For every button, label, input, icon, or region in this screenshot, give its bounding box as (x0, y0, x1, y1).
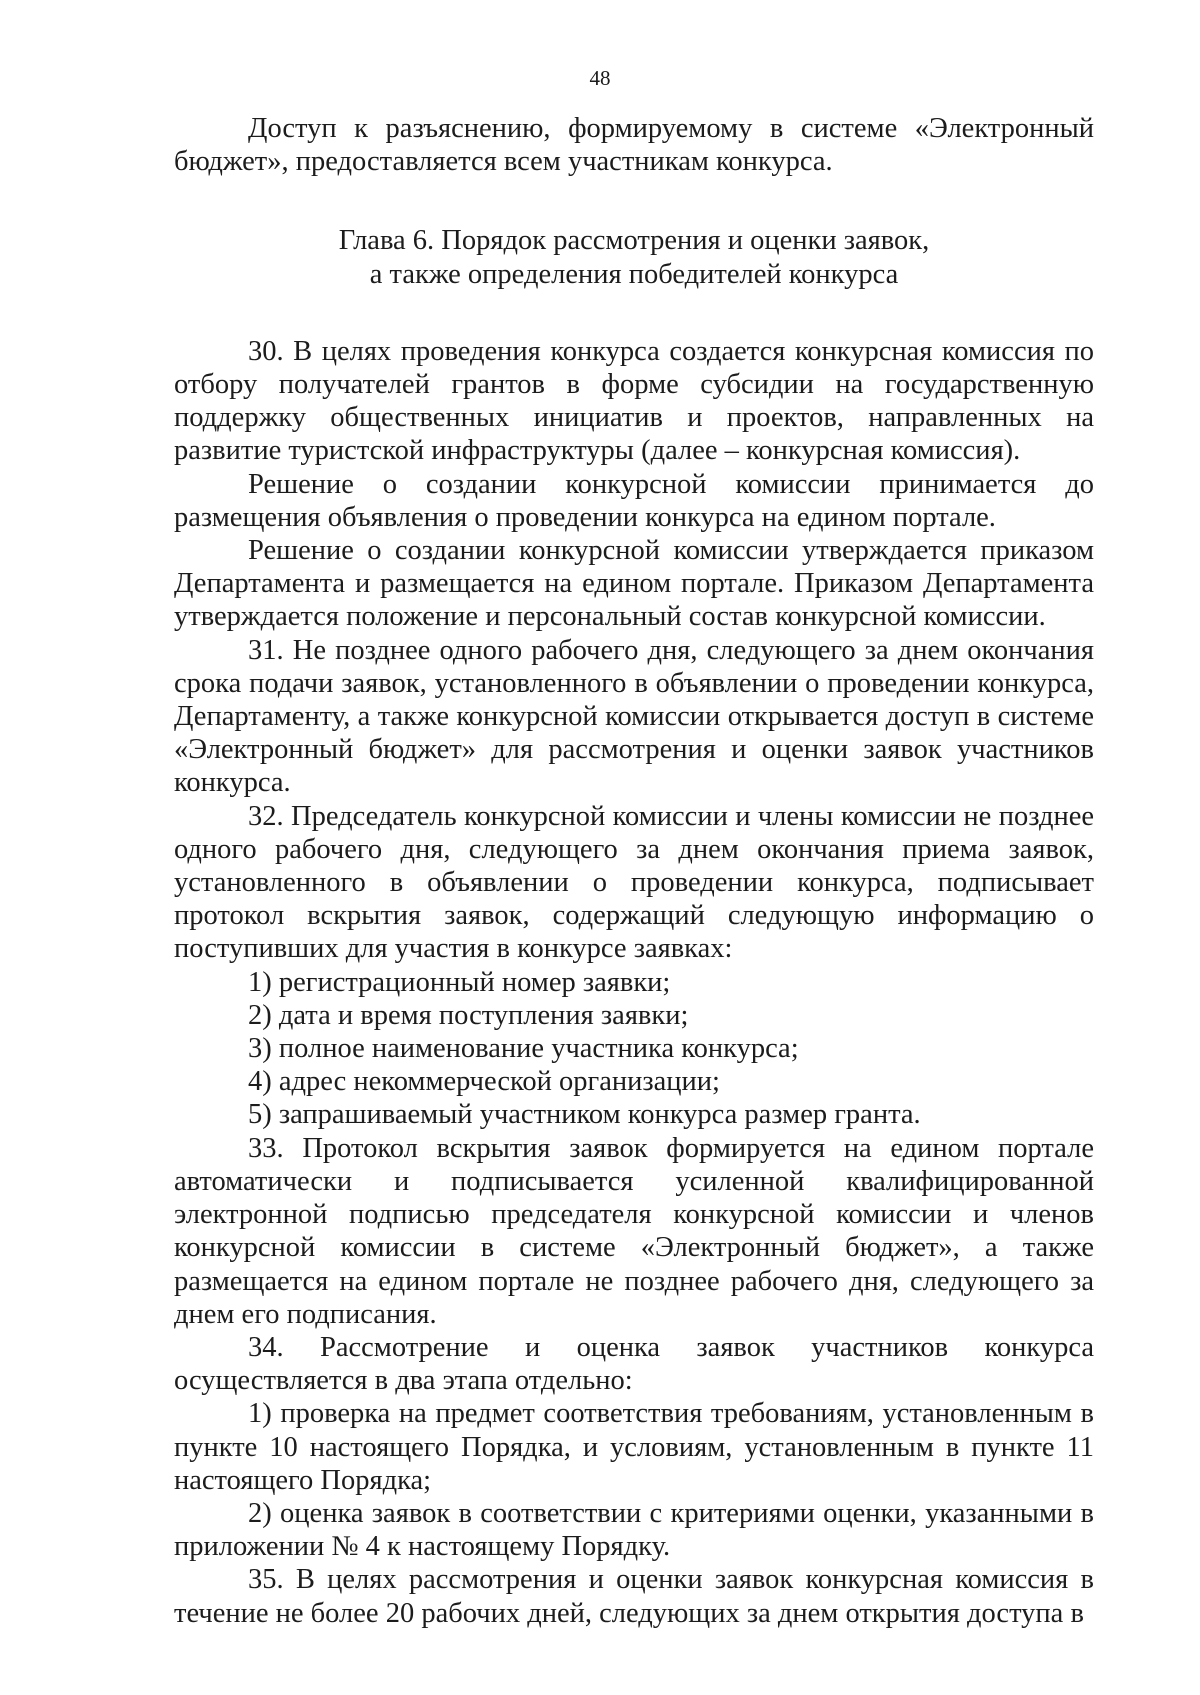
chapter-heading (174, 224, 1094, 290)
paragraph-30: 30. В целях проведения конкурса создается конкурсная комиссия по отбору получателей грантов в форме субсидии на государственную поддержку общественных инициатив и проектов, направленных на развитие туристской инфраструктуры (далее – конкурсная комиссия). (174, 335, 1094, 467)
paragraph-32: 32. Председатель конкурсной комиссии и члены комиссии не позднее одного рабочего дня, следующего за днем окончания приема заявок, установленного в объявлении о проведении конкурса, подписывает протокол вскрытия заявок, содержащий следующую информацию о поступивших для участия в конкурсе заявках: (174, 800, 1094, 965)
list-item: 5) запрашиваемый участником конкурса размер гранта. (248, 1099, 921, 1131)
chapter-title-line-2: а также определения победителей конкурса (369, 258, 899, 290)
page-number: 48 (589, 66, 611, 90)
list-item: 2) дата и время поступления заявки; (248, 999, 689, 1031)
paragraph-30-commission-order: Решение о создании конкурсной комиссии утверждается приказом Департамента и размещается на едином портале. Приказом Департамента утверждается положение и персональный состав конкурсной комиссии. (174, 535, 1094, 633)
paragraph-30-commission-decision: Решение о создании конкурсной комиссии принимается до размещения объявления о проведении конкурса на едином портале. (174, 468, 1094, 533)
paragraph-35: 35. В целях рассмотрения и оценки заявок конкурсная комиссия в течение не более 20 рабочих дней, следующих за днем открытия доступа в (174, 1564, 1094, 1629)
list-item: 2) оценка заявок в соответствии с критериями оценки, указанными в приложении № 4 к настоящему Порядку. (174, 1497, 1094, 1563)
list-item: 1) проверка на предмет соответствия требованиям, установленным в пункте 10 настоящего Порядка, и условиям, установленным в пункте 11 настоящего Порядка; (174, 1398, 1094, 1496)
paragraph-33: 33. Протокол вскрытия заявок формируется на едином портале автоматически и подписывается усиленной квалифицированной электронной подписью председателя конкурсной комиссии и членов конкурсной комиссии в системе «Электронный бюджет», а также размещается на едином портале не позднее рабочего дня, следующего за днем его подписания. (174, 1132, 1094, 1330)
list-item: 1) регистрационный номер заявки; (248, 966, 671, 998)
paragraph-34: 34. Рассмотрение и оценка заявок участников конкурса осуществляется в два этапа отдельно: (174, 1331, 1094, 1397)
paragraph-31: 31. Не позднее одного рабочего дня, следующего за днем окончания срока подачи заявок, установленного в объявлении о проведении конкурса, Департаменту, а также конкурсной комиссии открывается доступ в системе «Электронный бюджет» для рассмотрения и оценки заявок участников конкурса. (174, 634, 1094, 799)
chapter-title-line-1: Глава 6. Порядок рассмотрения и оценки заявок, (338, 225, 930, 257)
list-item: 4) адрес некоммерческой организации; (248, 1066, 720, 1098)
list-item: 3) полное наименование участника конкурса; (248, 1033, 799, 1065)
intro-paragraph: Доступ к разъяснению, формируемому в системе «Электронный бюджет», предоставляется всем участникам конкурса. (174, 113, 1094, 178)
document-body (174, 112, 1094, 1630)
